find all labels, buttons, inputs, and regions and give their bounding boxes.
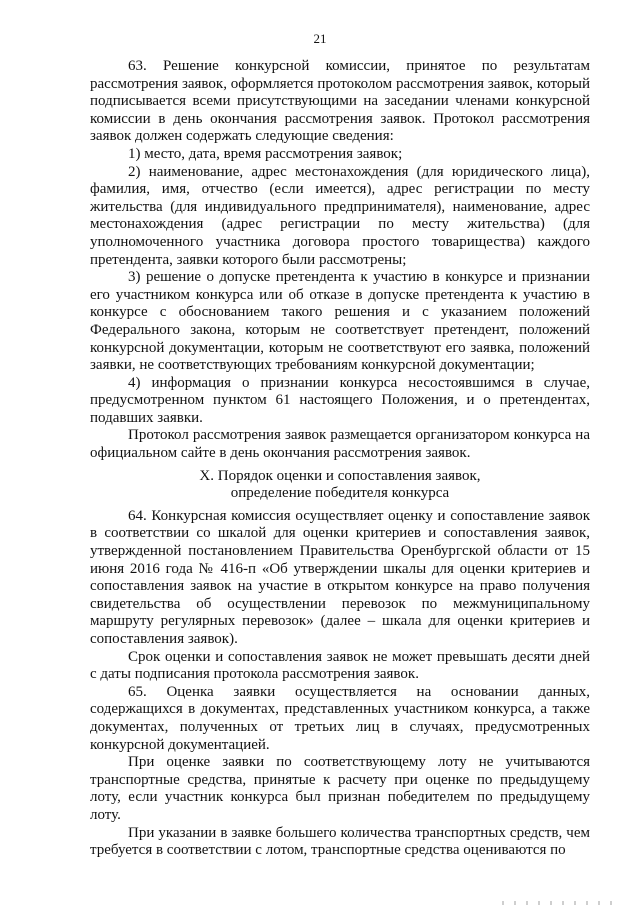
list-item-1: 1) место, дата, время рассмотрения заявок; — [128, 145, 403, 162]
list-item-3: 3) решение о допуске претендента к участию в конкурсе и признании его участником конкурса или об отказе в допуске претендента к участию в конкурсе с обоснованием такого решения и с указанием положений Федерального закона, которым не соответствует претендент, положений конкурсной документации, которым не соответствуют его заявка, положений заявки, не соответствующих требованиям конкурсной документации; — [90, 269, 590, 374]
section-heading-line-1: X. Порядок оценки и сопоставления заявок, — [199, 467, 481, 484]
vehicles-count-paragraph: При указании в заявке большего количества транспортных средств, чем требуется в соответствии с лотом, транспортные средства оцениваются по — [90, 824, 590, 859]
page-number: 21 — [313, 31, 327, 46]
list-item-2: 2) наименование, адрес местонахождения (для юридического лица), фамилия, имя, отчество (если имеется), адрес регистрации по месту жительства (для индивидуального предпринимателя), наименование, адрес местонахождения (адрес регистрации по месту жительства) (для уполномоченного участника договора простого товарищества) каждого претендента, заявки которого были рассмотрены; — [90, 163, 590, 268]
section-heading — [90, 468, 590, 503]
section-heading-line-2: определение победителя конкурса — [230, 485, 450, 502]
vehicles-lot-paragraph: При оценке заявки по соответствующему лоту не учитываются транспортные средства, принятые к расчету при оценке по предыдущему лоту, если участник конкурса был признан победителем по предыдущему лоту. — [90, 754, 590, 823]
scan-artifact — [502, 901, 622, 905]
paragraph-63: 63. Решение конкурсной комиссии, принятое по результатам рассмотрения заявок, оформляется протоколом рассмотрения заявок, который подписывается всеми присутствующими на заседании членами конкурсной комиссии в день окончания рассмотрения заявок. Протокол рассмотрения заявок должен содержать следующие сведения: — [90, 58, 590, 145]
paragraph-64: 64. Конкурсная комиссия осуществляет оценку и сопоставление заявок в соответствии со шкалой для оценки критериев и сопоставления заявок, утвержденной постановлением Правительства Оренбургской области от 15 июня 2016 года № 416-п «Об утверждении шкалы для оценки критериев и сопоставления заявок на участие в открытом конкурсе на право получения свидетельства об осуществлении перевозок по межмуниципальному маршруту регулярных перевозок» (далее – шкала для оценки критериев и сопоставления заявок). — [90, 507, 590, 647]
list-item-4: 4) информация о признании конкурса несостоявшимся в случае, предусмотренном пунктом 61 настоящего Положения, и о претендентах, подавших заявки. — [90, 374, 590, 426]
protocol-paragraph: Протокол рассмотрения заявок размещается организатором конкурса на официальном сайте в день окончания рассмотрения заявок. — [90, 427, 590, 462]
document-body — [90, 58, 590, 860]
evaluation-deadline-paragraph: Срок оценки и сопоставления заявок не может превышать десяти дней с даты подписания протокола рассмотрения заявок. — [90, 648, 590, 683]
paragraph-65: 65. Оценка заявки осуществляется на основании данных, содержащихся в документах, представленных участником конкурса, а также документах, полученных от третьих лиц в случаях, предусмотренных конкурсной документацией. — [90, 683, 590, 753]
